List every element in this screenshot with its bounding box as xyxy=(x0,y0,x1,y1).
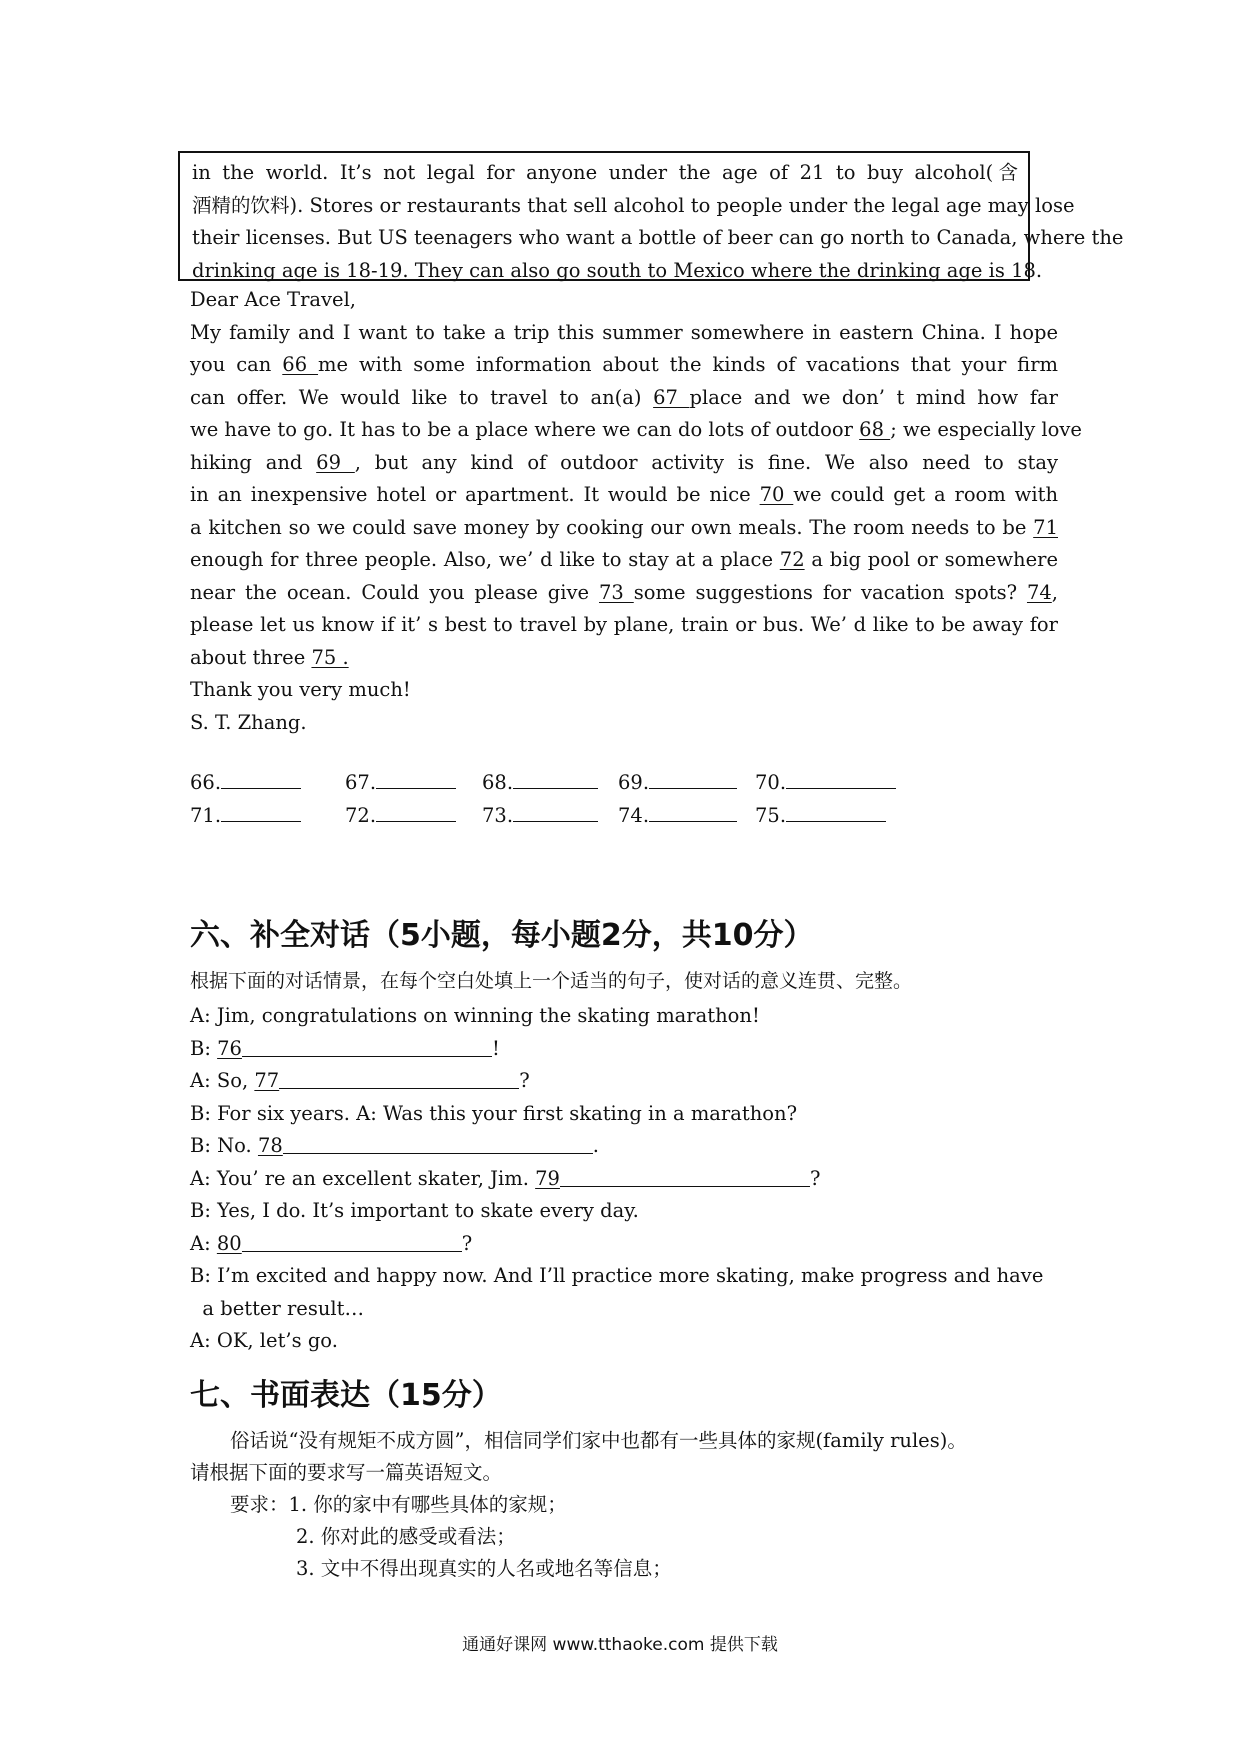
answer-71[interactable]: 71. xyxy=(190,803,301,827)
writing-requirement: 要求：1. 你的家中有哪些具体的家规； xyxy=(230,1493,567,1516)
blank-70: 70 xyxy=(759,483,794,506)
letter-line: enough for three people. Also, we’ d like to stay at a place 72 a big pool or somewhere xyxy=(190,548,1059,571)
dialogue-line: B: I’m excited and happy now. And I’ll practice more skating, make progress and have xyxy=(190,1264,1044,1287)
letter-line: can offer. We would like to travel to an(a) 67 place and we don’ t mind how far xyxy=(190,385,1058,409)
answer-72[interactable]: 72. xyxy=(345,803,456,827)
section-7-heading: 七、书面表达（15分） xyxy=(190,1378,502,1413)
dialogue xyxy=(190,1000,1058,1358)
letter-line: near the ocean. Could you please give 73 some suggestions for vacation spots? 74, xyxy=(190,580,1058,604)
dialogue-line: A: OK, let’s go. xyxy=(190,1329,338,1352)
dialogue-line: A: 80 ? xyxy=(190,1231,473,1255)
page-footer: 通通好课网 www.tthaoke.com 提供下载 xyxy=(462,1635,778,1655)
blank-76: 76 xyxy=(217,1036,242,1060)
letter-greeting: Dear Ace Travel, xyxy=(190,288,357,311)
letter-line: we have to go. It has to be a place where we can do lots of outdoor 68 ; we especially love xyxy=(190,418,1082,441)
blank-77: 77 xyxy=(254,1069,280,1092)
passage-line: in the world. It’s not legal for anyone under the age of 21 to buy alcohol(含 xyxy=(192,161,1018,184)
dialogue-line: B: No. 78 . xyxy=(190,1134,599,1157)
letter-line: My family and I want to take a trip this summer somewhere in eastern China. I hope xyxy=(190,320,1058,344)
letter-line: in an inexpensive hotel or apartment. It would be nice 70 we could get a room with xyxy=(190,483,1059,506)
dialogue-line: a better result… xyxy=(190,1296,364,1320)
blank-80-line[interactable] xyxy=(242,1233,462,1252)
dialogue-line: B: Yes, I do. It’s important to skate every day. xyxy=(190,1199,639,1222)
blank-69: 69 xyxy=(316,450,355,474)
section-6-instruction: 根据下面的对话情景，在每个空白处填上一个适当的句子，使对话的意义连贯、完整。 xyxy=(190,970,913,992)
answer-68[interactable]: 68. xyxy=(482,770,598,794)
answer-75[interactable]: 75. xyxy=(755,803,886,827)
letter-thanks: Thank you very much! xyxy=(190,678,411,701)
blank-78-line[interactable] xyxy=(283,1135,593,1154)
answer-70[interactable]: 70. xyxy=(755,770,896,794)
writing-intro: 俗话说“没有规矩不成方圆”，相信同学们家中也都有一些具体的家规(family rules)。 xyxy=(230,1429,967,1452)
blank-66: 66 xyxy=(282,353,319,376)
letter-line: about three 75 . xyxy=(190,645,349,669)
blank-71: 71 xyxy=(1033,515,1058,539)
letter-signature: S. T. Zhang. xyxy=(190,710,307,734)
blank-80: 80 xyxy=(216,1231,242,1255)
letter-line: you can 66 me with some information about the kinds of vacations that your firm xyxy=(190,353,1059,376)
answer-69[interactable]: 69. xyxy=(618,770,737,794)
passage-line: 酒精的饮料). Stores or restaurants that sell alcohol to people under the legal age may lose xyxy=(192,193,1075,217)
answer-67[interactable]: 67. xyxy=(345,770,456,794)
blank-73: 73 xyxy=(599,580,634,604)
reading-passage-box xyxy=(178,151,1124,282)
blank-78: 78 xyxy=(257,1134,283,1157)
blank-75: 75 . xyxy=(311,645,349,669)
blank-72: 72 xyxy=(779,548,805,571)
blank-77-line[interactable] xyxy=(279,1070,519,1089)
answer-73[interactable]: 73. xyxy=(482,803,598,827)
blank-76-line[interactable] xyxy=(242,1038,492,1057)
blank-74: 74 xyxy=(1026,580,1052,604)
section-6-heading: 六、补全对话（5小题，每小题2分，共10分） xyxy=(190,918,814,953)
writing-task xyxy=(190,1425,1058,1585)
blank-79-line[interactable] xyxy=(560,1168,810,1187)
dialogue-line: A: So, 77 ? xyxy=(190,1069,530,1092)
letter-line: a kitchen so we could save money by cooking our own meals. The room needs to be 71 xyxy=(190,515,1058,539)
dialogue-line: A: Jim, congratulations on winning the skating marathon! xyxy=(190,1004,760,1027)
answer-74[interactable]: 74. xyxy=(618,803,737,827)
writing-requirement: 2. 你对此的感受或看法； xyxy=(296,1525,516,1548)
writing-intro: 请根据下面的要求写一篇英语短文。 xyxy=(190,1461,503,1484)
dialogue-line: B: 76 ! xyxy=(190,1036,500,1060)
passage-line: their licenses. But US teenagers who want a bottle of beer can go north to Canada, where the xyxy=(192,226,1124,249)
blank-68: 68 xyxy=(859,418,891,441)
passage-line: drinking age is 18-19. They can also go south to Mexico where the drinking age is 18. xyxy=(192,258,1043,282)
dialogue-line: B: For six years. A: Was this your first skating in a marathon? xyxy=(190,1101,798,1125)
writing-requirement: 3. 文中不得出现真实的人名或地名等信息； xyxy=(296,1557,672,1580)
blank-67: 67 xyxy=(653,385,690,409)
dialogue-line: A: You’ re an excellent skater, Jim. 79 ? xyxy=(190,1166,821,1190)
cloze-letter xyxy=(190,284,1082,739)
blank-79: 79 xyxy=(535,1166,560,1190)
answer-66[interactable]: 66. xyxy=(190,770,301,794)
letter-line: hiking and 69 , but any kind of outdoor activity is fine. We also need to stay xyxy=(190,450,1059,474)
letter-line: please let us know if it’ s best to travel by plane, train or bus. We’ d like to be away for xyxy=(190,613,1058,636)
